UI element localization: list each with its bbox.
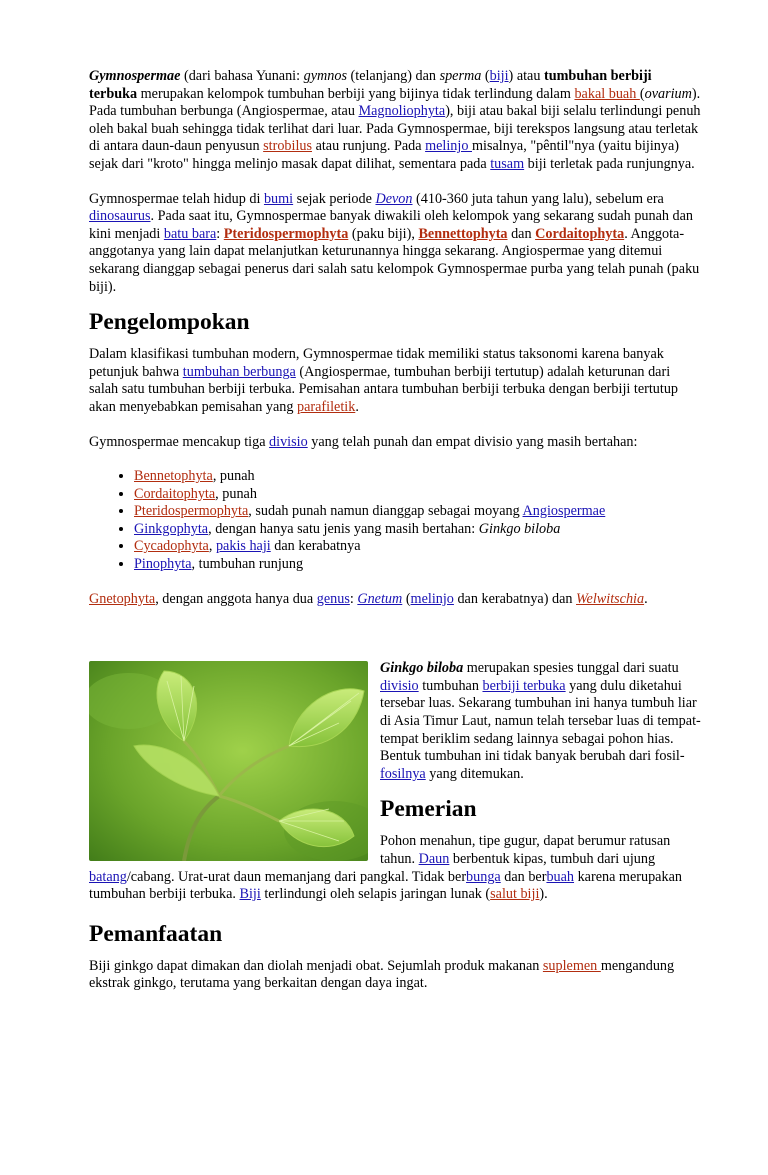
text-run: . Anggota-anggotanya yang lain dapat melanjutkan keturunannya hingga sekarang. Angiospermae yang ditemui sekarang dianggap sebagai penerus dari salah satu kelompok Gymnospermae purba yang telah punah (paku biji). (89, 225, 700, 295)
inline-link[interactable]: melinjo (425, 138, 472, 155)
heading-pemanfaatan: Pemanfaatan (89, 920, 223, 947)
text-run: ), biji atau bakal biji selalu terlindungi penuh oleh bakal buah sehingga tidak terlihat dari luar. Pada Gymnospermae, biji terekspos langsung atau terletak di antara daun-daun penyusun (89, 103, 701, 155)
ginkgo-leaf-photo (89, 661, 368, 861)
text-run: yang ditemukan. (425, 765, 524, 782)
list-item (134, 468, 701, 486)
text-run: Biji ginkgo dapat dimakan dan diolah menjadi obat. Sejumlah produk makanan (89, 957, 543, 974)
inline-link[interactable]: salut biji (490, 886, 540, 903)
text-run: (Angiospermae, tumbuhan berbiji tertutup) adalah keturunan dari salah satu tumbuhan berbiji terbuka. Pemisahan antara tumbuhan berbiji terbuka dengan berbiji tertutup akan menyebabkan pemisahan yang (89, 363, 679, 415)
text-run: atau runjung. Pada (312, 138, 426, 155)
text-run: dan kerabatnya) dan (453, 590, 577, 607)
text-run: ovarium (644, 85, 692, 102)
inline-link[interactable]: Pteridospermophyta (223, 225, 349, 242)
inline-link[interactable]: Magnoliophyta (358, 103, 446, 120)
text-run: . Pada saat itu, Gymnospermae banyak diwakili oleh kelompok yang sekarang sudah punah dan kini menjadi (89, 208, 694, 242)
text-run: dan kerabatnya (270, 538, 361, 555)
text-run: Gymnospermae mencakup tiga (89, 433, 270, 450)
inline-link[interactable]: Bennetophyta (134, 468, 213, 485)
inline-link[interactable]: biji (489, 68, 509, 84)
text-run: Gymnospermae (89, 68, 181, 84)
inline-link[interactable]: Gnetum (357, 590, 403, 607)
text-run: ( (639, 85, 645, 102)
text-run: yang telah punah dan empat divisio yang masih bertahan: (307, 433, 638, 450)
text-run: ( (481, 68, 490, 84)
text-run: /cabang. Urat-urat daun memanjang dari pangkal. Tidak ber (126, 868, 467, 885)
inline-link[interactable]: Daun (418, 851, 450, 867)
text-run: merupakan kelompok tumbuhan berbiji yang bijinya tidak terlindung dalam (137, 85, 575, 102)
inline-link[interactable]: melinjo (410, 590, 454, 607)
inline-link[interactable]: Bennettophyta (418, 225, 508, 242)
text-run: merupakan spesies tunggal dari suatu (463, 660, 679, 677)
text-run: (dari bahasa Yunani: (180, 68, 304, 84)
list-item (134, 503, 701, 521)
text-run: , sudah punah namun dianggap sebagai moyang (248, 503, 523, 520)
text-run: , dengan hanya satu jenis yang masih bertahan: (208, 520, 479, 537)
text-run: , tumbuhan runjung (191, 556, 304, 573)
inline-link[interactable]: fosilnya (380, 765, 426, 782)
text-run: tumbuhan (418, 677, 483, 694)
text-run: : (349, 590, 358, 607)
pengelompokan-paragraph-1 (89, 346, 701, 416)
text-run: . (355, 398, 359, 415)
inline-link[interactable]: bumi (263, 190, 294, 207)
text-run: ) atau (508, 68, 544, 84)
text-run: mengandung ekstrak ginkgo, terutama yang berkaitan dengan daya ingat. (89, 957, 675, 992)
text-run: dan (507, 225, 536, 242)
text-run: , dengan anggota hanya dua (155, 590, 317, 607)
inline-link[interactable]: divisio (269, 433, 308, 450)
intro-paragraph-2 (89, 191, 701, 297)
text-run: tumbuhan berbiji terbuka (89, 68, 652, 102)
text-run: Ginkgo biloba (478, 520, 561, 537)
inline-link[interactable]: bakal buah (574, 85, 640, 102)
inline-link[interactable]: Pinophyta (134, 556, 192, 573)
pengelompokan-paragraph-2 (89, 434, 701, 452)
inline-link[interactable]: buah (546, 868, 575, 885)
inline-link[interactable]: Biji (239, 886, 261, 903)
inline-link[interactable]: Welwitschia (576, 590, 645, 607)
inline-link[interactable]: Devon (375, 190, 413, 207)
text-run: (paku biji), (348, 225, 419, 242)
text-run: sperma (439, 68, 482, 84)
text-run: Ginkgo biloba (380, 660, 464, 677)
text-run: berbentuk kipas, tumbuh dari ujung (449, 851, 656, 867)
inline-link[interactable]: parafiletik (297, 398, 356, 415)
text-run: , punah (212, 468, 255, 485)
inline-link[interactable]: strobilus (263, 138, 313, 155)
heading-pengelompokan: Pengelompokan (89, 309, 250, 336)
text-run: Pohon menahun, tipe gugur, dapat berumur ratusan tahun. (380, 833, 671, 867)
inline-link[interactable]: Cordaitophyta (535, 225, 625, 242)
inline-link[interactable]: batu bara (163, 225, 217, 242)
list-item (134, 556, 701, 574)
text-run: karena merupakan tumbuhan berbiji terbuka. (89, 868, 682, 903)
text-run: yang dulu diketahui tersebar luas. Sekarang tumbuhan ini hanya tumbuh liar di Asia Timur Laut, namun telah tersebar luas di tempat-tempat beriklim sedang lainnya sebagai pohon hias. Bentuk tumbuhan ini tidak banyak berubah dari fosil- (380, 677, 701, 765)
inline-link[interactable]: Pteridospermophyta (134, 503, 249, 520)
text-run: , punah (215, 485, 257, 502)
gnetophyta-paragraph (89, 591, 701, 609)
text-run: gymnos (303, 68, 347, 84)
inline-link[interactable]: Ginkgophyta (134, 520, 209, 537)
text-run: sejak periode (293, 190, 376, 207)
inline-link[interactable]: pakis haji (215, 538, 271, 555)
text-run: (410-360 juta tahun yang lalu), sebelum era (412, 190, 664, 207)
list-item (134, 538, 701, 556)
inline-link[interactable]: Gnetophyta (89, 590, 156, 607)
text-run: Gymnospermae telah hidup di (89, 190, 264, 207)
inline-link[interactable]: tumbuhan berbunga (182, 363, 296, 380)
text-run: ( (402, 590, 411, 607)
text-run: terlindungi oleh selapis jaringan lunak ( (260, 886, 491, 903)
inline-link[interactable]: divisio (380, 677, 419, 694)
inline-link[interactable]: Cordaitophyta (134, 485, 216, 502)
text-run: ). Pada tumbuhan berbunga (Angiospermae, atau (89, 85, 701, 120)
inline-link[interactable]: dinosaurus (89, 208, 151, 225)
inline-link[interactable]: suplemen (542, 957, 601, 974)
intro-paragraph-1 (89, 68, 701, 174)
divisio-list (89, 468, 701, 574)
text-run: ). (539, 886, 548, 903)
text-run: (telanjang) dan (346, 68, 440, 84)
text-run: , (208, 538, 216, 555)
text-run: misalnya, "pêntil"nya (yaitu bijinya) sejak dari "kroto" hingga melinjo masak dapat dilihat, sementara pada (89, 138, 680, 172)
list-item (134, 486, 701, 504)
text-run: biji terletak pada runjungnya. (524, 155, 695, 172)
inline-link[interactable]: tusam (490, 155, 525, 172)
inline-link[interactable]: Angiospermae (522, 503, 606, 520)
heading-pemerian: Pemerian (380, 796, 477, 823)
inline-link[interactable]: berbiji terbuka (482, 677, 566, 694)
inline-link[interactable]: genus (316, 590, 350, 607)
inline-link[interactable]: bunga (466, 868, 501, 885)
text-run: dan ber (500, 868, 547, 885)
pemanfaatan-paragraph (89, 958, 701, 993)
text-run: : (216, 225, 224, 242)
text-run: . (644, 590, 648, 607)
list-item (134, 521, 701, 539)
document-body (89, 68, 701, 993)
text-run: Dalam klasifikasi tumbuhan modern, Gymnospermae tidak memiliki status taksonomi karena banyak petunjuk bahwa (89, 346, 664, 380)
inline-link[interactable]: Cycadophyta (134, 538, 209, 555)
inline-link[interactable]: batang (89, 868, 127, 885)
